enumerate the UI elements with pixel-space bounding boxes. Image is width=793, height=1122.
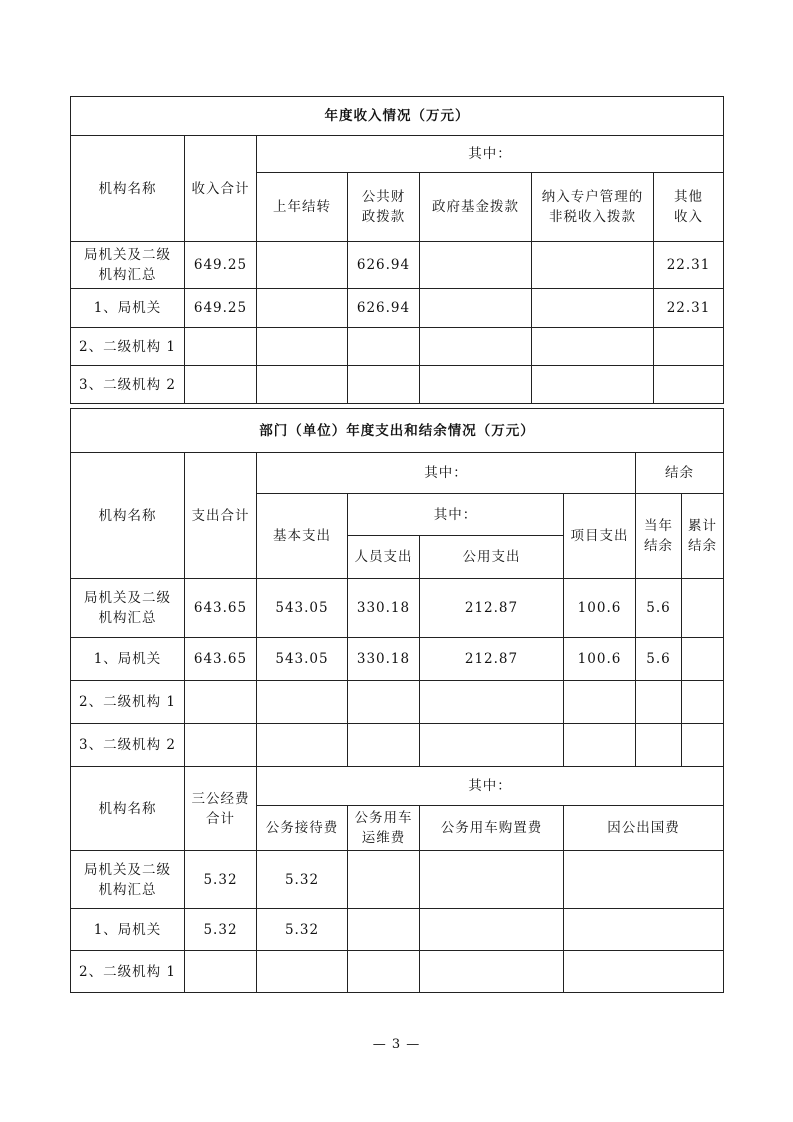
row-name: 局机关及二级 机构汇总 [71, 851, 185, 909]
expense-section-title: 部门（单位）年度支出和结余情况（万元） [71, 409, 724, 453]
expense-header-of-which: 其中： [257, 453, 636, 494]
row-fund [420, 242, 532, 289]
row-project: 100.6 [564, 638, 636, 681]
row-fund [420, 366, 532, 404]
row-abroad [564, 951, 724, 993]
row-total [185, 951, 257, 993]
income-header-nontax: 纳入专户管理的 非税收入拨款 [532, 173, 654, 242]
table-row [71, 242, 724, 289]
row-year-surplus: 5.6 [636, 579, 682, 638]
expense-header-of-which-2: 其中： [348, 494, 564, 536]
row-name: 1、局机关 [71, 909, 185, 951]
row-personnel: 330.18 [348, 579, 420, 638]
row-name: 3、二级机构 2 [71, 724, 185, 767]
row-vehicle-op [348, 951, 420, 993]
row-basic [257, 724, 348, 767]
income-table [70, 96, 724, 404]
row-name: 局机关及二级 机构汇总 [71, 579, 185, 638]
row-other [654, 366, 724, 404]
expense-header-name: 机构名称 [71, 453, 185, 579]
table-row [71, 289, 724, 328]
row-fund [420, 328, 532, 366]
three-public-header-of-which: 其中： [257, 767, 724, 806]
income-header-fiscal: 公共财 政拨款 [348, 173, 420, 242]
expense-table [70, 408, 724, 767]
row-total [185, 681, 257, 724]
row-public: 212.87 [420, 579, 564, 638]
row-year-surplus [636, 681, 682, 724]
row-carryover [257, 328, 348, 366]
table-row [71, 366, 724, 404]
row-project: 100.6 [564, 579, 636, 638]
row-other: 22.31 [654, 289, 724, 328]
row-personnel [348, 724, 420, 767]
income-header-of-which: 其中： [257, 136, 724, 173]
row-name: 2、二级机构 1 [71, 951, 185, 993]
row-basic [257, 681, 348, 724]
row-cum-surplus [682, 579, 724, 638]
income-header-name: 机构名称 [71, 136, 185, 242]
table-row [71, 909, 724, 951]
row-name: 2、二级机构 1 [71, 328, 185, 366]
row-year-surplus [636, 724, 682, 767]
row-cum-surplus [682, 724, 724, 767]
row-total [185, 328, 257, 366]
income-header-fund: 政府基金拨款 [420, 173, 532, 242]
row-total: 643.65 [185, 579, 257, 638]
table-row [71, 579, 724, 638]
row-basic: 543.05 [257, 579, 348, 638]
row-total [185, 366, 257, 404]
row-fiscal: 626.94 [348, 289, 420, 328]
three-public-header-name: 机构名称 [71, 767, 185, 851]
row-name: 3、二级机构 2 [71, 366, 185, 404]
table-row [71, 724, 724, 767]
row-fiscal [348, 328, 420, 366]
row-vehicle-buy [420, 909, 564, 951]
expense-header-surplus: 结余 [636, 453, 724, 494]
row-name: 局机关及二级 机构汇总 [71, 242, 185, 289]
row-reception: 5.32 [257, 851, 348, 909]
row-other: 22.31 [654, 242, 724, 289]
expense-header-project: 项目支出 [564, 494, 636, 579]
table-row [71, 681, 724, 724]
row-vehicle-buy [420, 851, 564, 909]
expense-header-cum-surplus: 累计 结余 [682, 494, 724, 579]
expense-header-personnel: 人员支出 [348, 536, 420, 579]
three-public-header-vehicle-buy: 公务用车购置费 [420, 806, 564, 851]
expense-header-year-surplus: 当年 结余 [636, 494, 682, 579]
row-nontax [532, 289, 654, 328]
row-total: 5.32 [185, 909, 257, 951]
expense-header-basic: 基本支出 [257, 494, 348, 579]
row-vehicle-buy [420, 951, 564, 993]
row-vehicle-op [348, 909, 420, 951]
row-carryover [257, 289, 348, 328]
row-project [564, 681, 636, 724]
row-abroad [564, 851, 724, 909]
row-abroad [564, 909, 724, 951]
table-row [71, 328, 724, 366]
income-header-carryover: 上年结转 [257, 173, 348, 242]
row-total: 5.32 [185, 851, 257, 909]
table-row [71, 638, 724, 681]
table-row [71, 951, 724, 993]
row-public [420, 724, 564, 767]
row-other [654, 328, 724, 366]
row-carryover [257, 366, 348, 404]
row-fiscal [348, 366, 420, 404]
row-vehicle-op [348, 851, 420, 909]
row-cum-surplus [682, 638, 724, 681]
row-nontax [532, 328, 654, 366]
table-row [71, 851, 724, 909]
row-total: 643.65 [185, 638, 257, 681]
row-fiscal: 626.94 [348, 242, 420, 289]
row-nontax [532, 366, 654, 404]
expense-header-total: 支出合计 [185, 453, 257, 579]
row-personnel [348, 681, 420, 724]
row-total [185, 724, 257, 767]
income-header-other: 其他 收入 [654, 173, 724, 242]
row-personnel: 330.18 [348, 638, 420, 681]
row-total: 649.25 [185, 289, 257, 328]
row-basic: 543.05 [257, 638, 348, 681]
row-year-surplus: 5.6 [636, 638, 682, 681]
row-reception [257, 951, 348, 993]
row-project [564, 724, 636, 767]
row-public [420, 681, 564, 724]
row-public: 212.87 [420, 638, 564, 681]
three-public-header-abroad: 因公出国费 [564, 806, 724, 851]
row-nontax [532, 242, 654, 289]
income-header-total: 收入合计 [185, 136, 257, 242]
row-reception: 5.32 [257, 909, 348, 951]
row-name: 1、局机关 [71, 638, 185, 681]
three-public-header-reception: 公务接待费 [257, 806, 348, 851]
row-cum-surplus [682, 681, 724, 724]
row-total: 649.25 [185, 242, 257, 289]
three-public-header-vehicle-op: 公务用车 运维费 [348, 806, 420, 851]
row-fund [420, 289, 532, 328]
income-section-title: 年度收入情况（万元） [71, 97, 724, 136]
expense-header-public: 公用支出 [420, 536, 564, 579]
three-public-header-total: 三公经费 合计 [185, 767, 257, 851]
three-public-table [70, 766, 724, 993]
page-number: — 3 — [372, 1037, 421, 1052]
row-name: 1、局机关 [71, 289, 185, 328]
row-name: 2、二级机构 1 [71, 681, 185, 724]
row-carryover [257, 242, 348, 289]
